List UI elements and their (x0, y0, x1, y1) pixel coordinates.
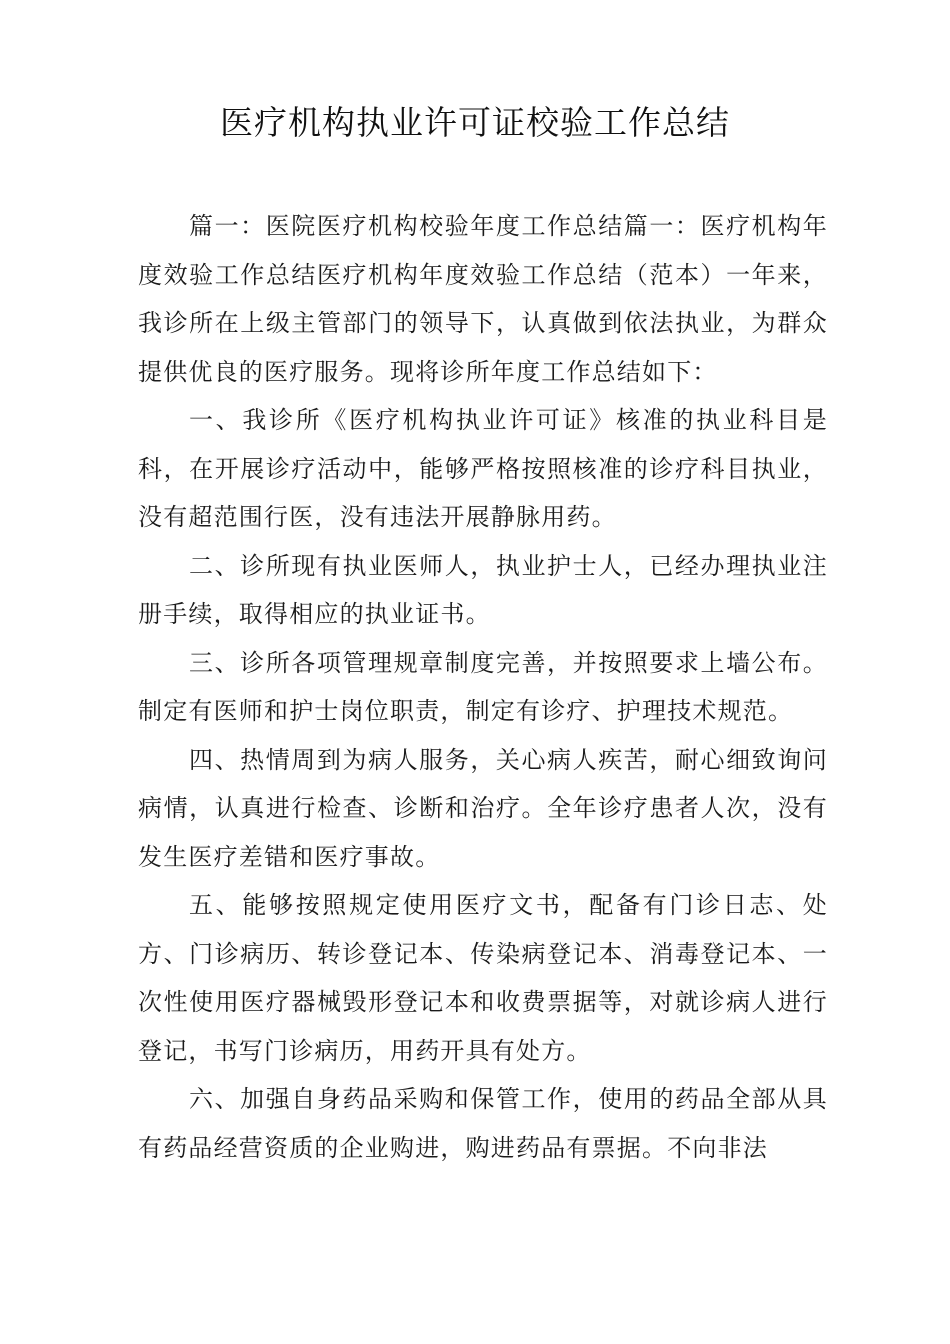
paragraph-1: 一、我诊所《医疗机构执业许可证》核准的执业科目是科，在开展诊疗活动中，能够严格按照核准的诊疗科目执业，没有超范围行医，没有违法开展静脉用药。 (138, 406, 828, 531)
paragraph-2: 二、诊所现有执业医师人，执业护士人，已经办理执业注册手续，取得相应的执业证书。 (138, 551, 828, 628)
paragraph-6: 六、加强自身药品采购和保管工作，使用的药品全部从具有药品经营资质的企业购进，购进药品有票据。不向非法 (138, 1085, 828, 1162)
document-body (138, 202, 828, 1172)
paragraph-intro: 篇一：医院医疗机构校验年度工作总结篇一：医疗机构年度效验工作总结医疗机构年度效验工作总结（范本）一年来，我诊所在上级主管部门的领导下，认真做到依法执业，为群众提供优良的医疗服务。现将诊所年度工作总结如下： (138, 212, 828, 386)
paragraph-4: 四、热情周到为病人服务，关心病人疾苦，耐心细致询问病情，认真进行检查、诊断和治疗。全年诊疗患者人次，没有发生医疗差错和医疗事故。 (138, 745, 828, 871)
paragraph-3: 三、诊所各项管理规章制度完善，并按照要求上墙公布。制定有医师和护士岗位职责，制定有诊疗、护理技术规范。 (138, 648, 828, 725)
paragraph-5: 五、能够按照规定使用医疗文书，配备有门诊日志、处方、门诊病历、转诊登记本、传染病登记本、消毒登记本、一次性使用医疗器械毁形登记本和收费票据等，对就诊病人进行登记，书写门诊病历，用药开具有处方。 (138, 891, 828, 1065)
document-title: 医疗机构执业许可证校验工作总结 (220, 103, 730, 142)
